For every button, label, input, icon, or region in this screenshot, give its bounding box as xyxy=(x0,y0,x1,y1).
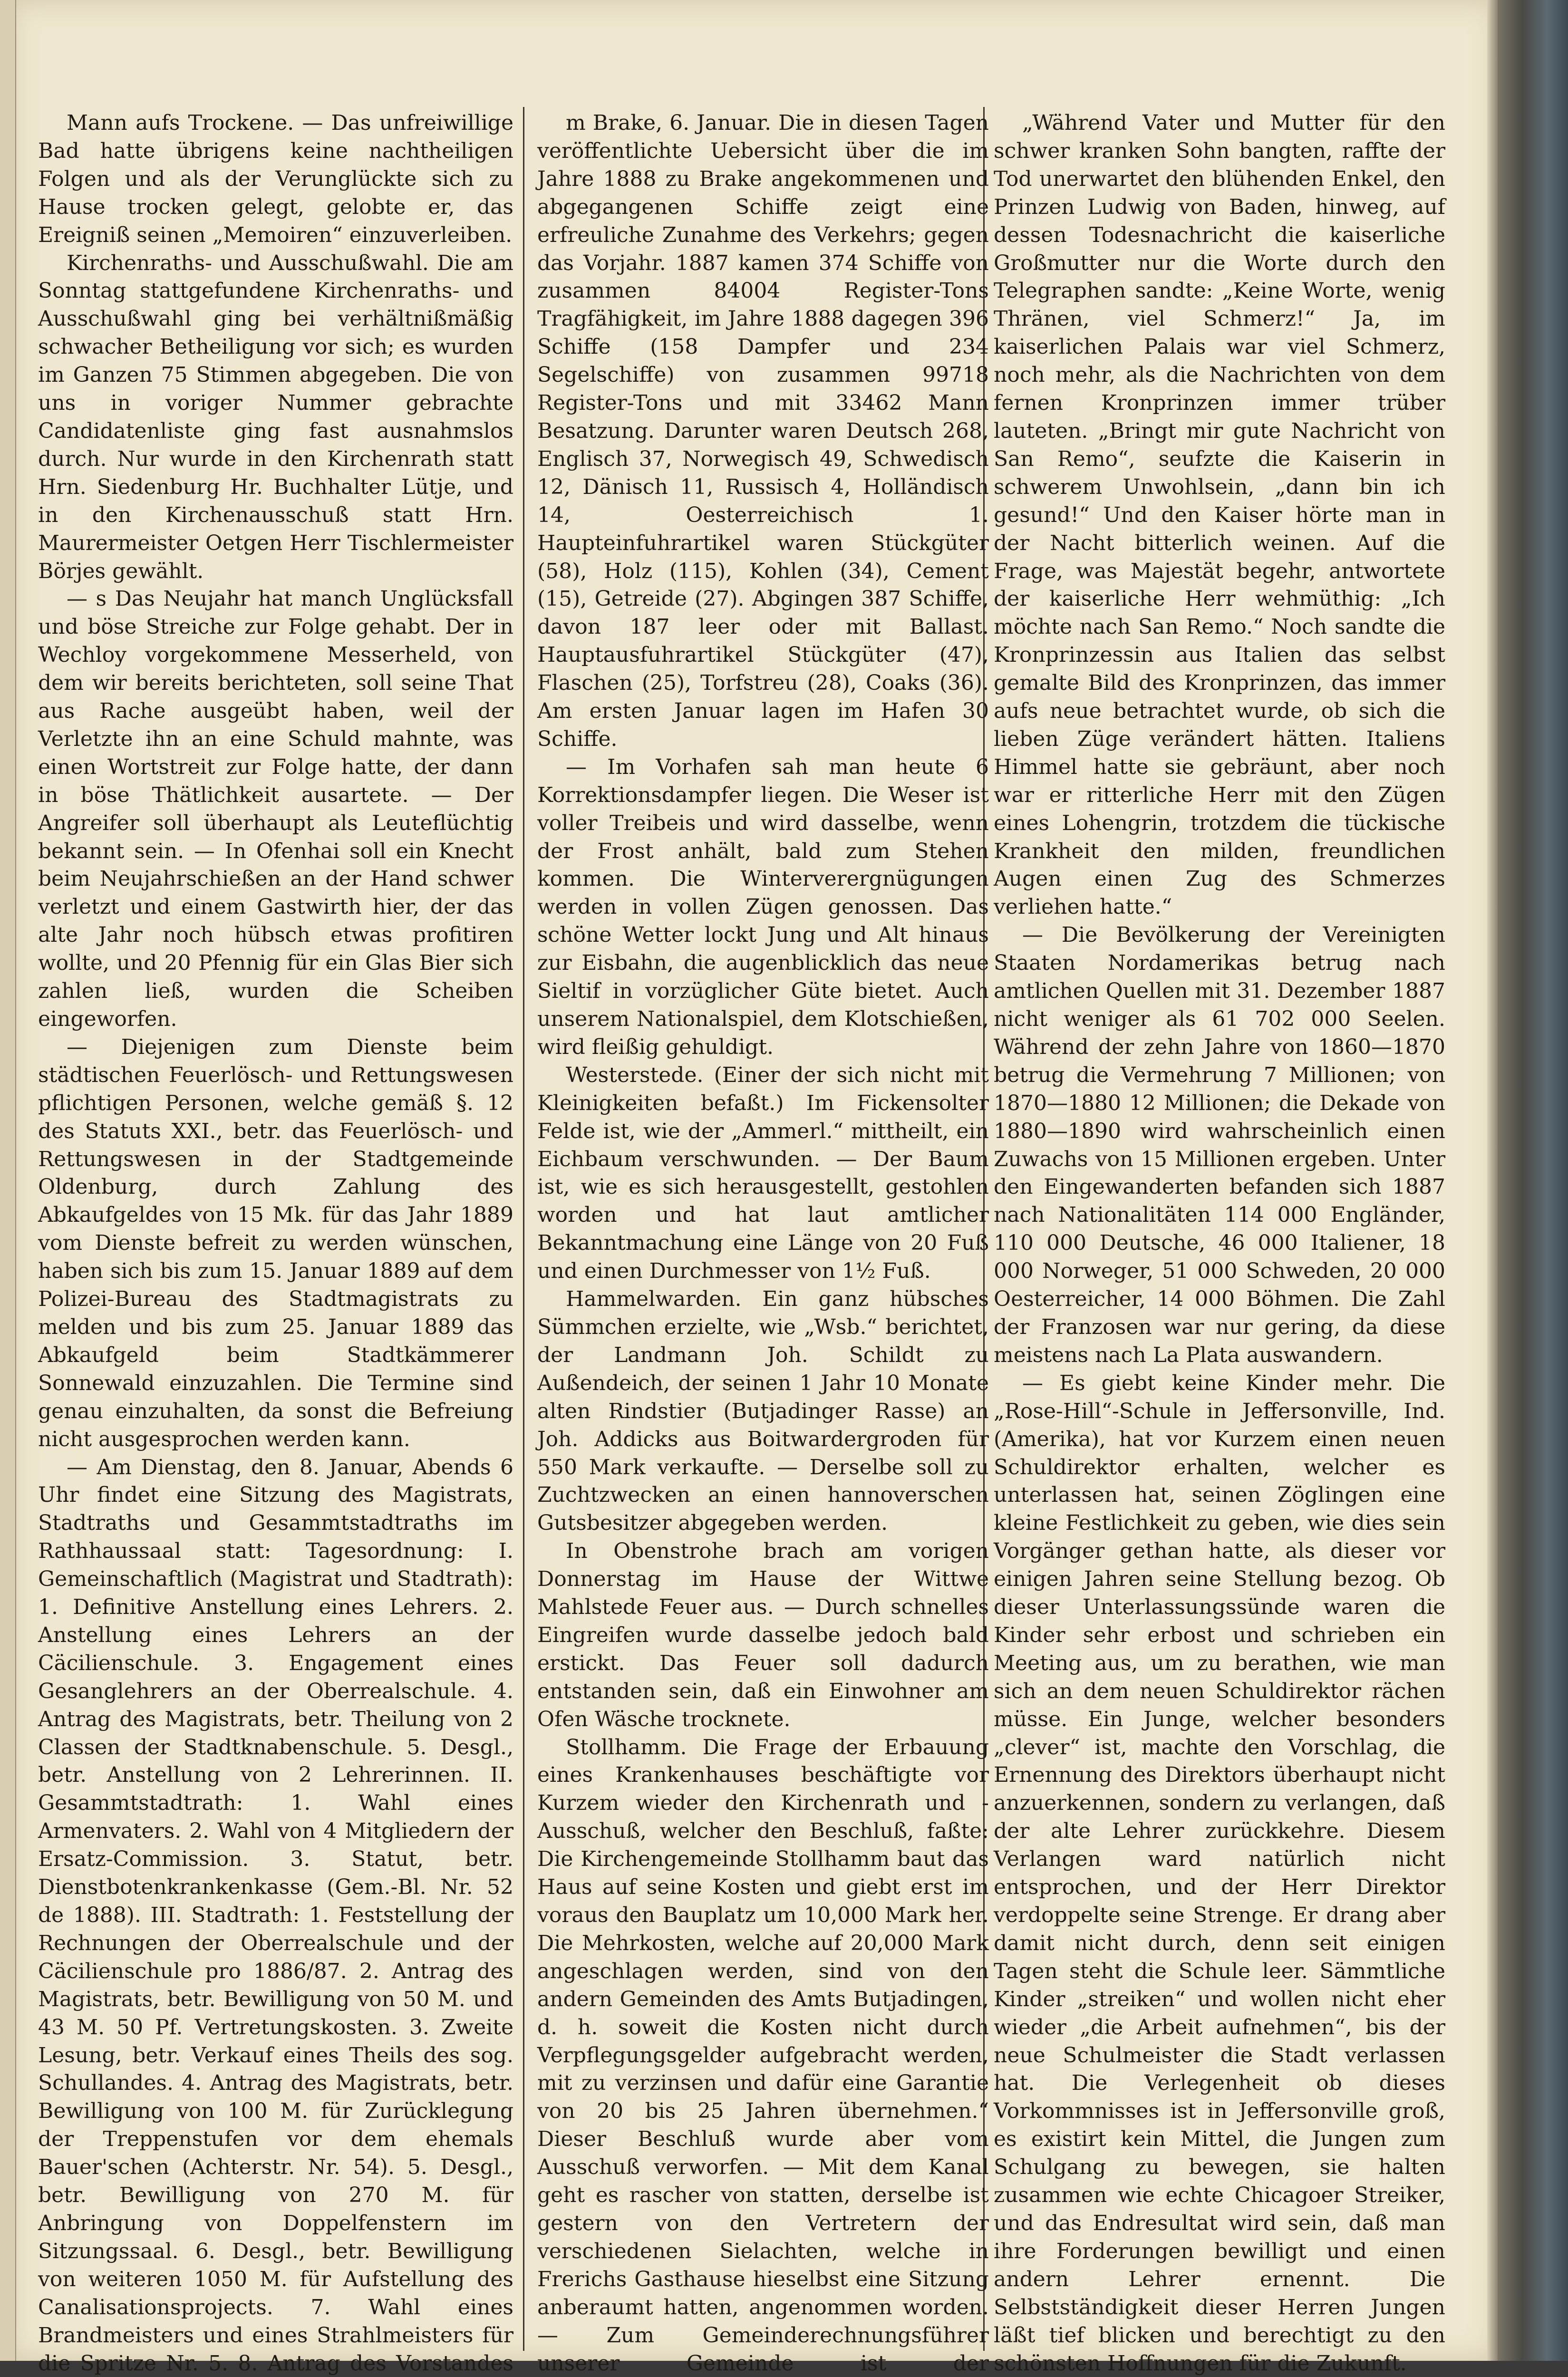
column-2-news xyxy=(537,109,989,2377)
article-paragraph: m Brake, 6. Januar. Die in diesen Tagen veröffentlichte Uebersicht über die im Jahre 1888 zu Brake angekommenen und abgegangenen Schiffe zeigt eine erfreuliche Zunahme des Verkehrs; gegen das Vorjahr. 1887 kamen 374 Schiffe von zusammen 84004 Register-Tons Tragfähigkeit, im Jahre 1888 dagegen 396 Schiffe (158 Dampfer und 234 Segelschiffe) von zusammen 99718 Register-Tons und mit 33462 Mann Besatzung. Darunter waren Deutsch 268, Englisch 37, Norwegisch 49, Schwedisch 12, Dänisch 11, Russisch 4, Holländisch 14, Oesterreichisch 1. Haupteinfuhrartikel waren Stückgüter (58), Holz (115), Kohlen (34), Cement (15), Getreide (27). Abgingen 387 Schiffe, davon 187 leer oder mit Ballast. Hauptausfuhrartikel Stückgüter (47), Flaschen (25), Torfstreu (28), Coaks (36). Am ersten Januar lagen im Hafen 30 Schiffe. xyxy=(537,109,989,754)
article-paragraph: Westerstede. (Einer der sich nicht mit Kleinigkeiten befaßt.) Im Fickensolter Felde ist, wie der „Ammerl.“ mittheilt, ein Eichbaum verschwunden. — Der Baum ist, wie es sich herausgestellt, gestohlen worden und hat laut amtlicher Bekanntmachung eine Länge von 20 Fuß und einen Durchmesser von 1½ Fuß. xyxy=(537,1062,989,1285)
column-3 xyxy=(994,109,1445,2377)
article-paragraph: — Es giebt keine Kinder mehr. Die „Rose-Hill“-Schule in Jeffersonville, Ind. (Amerika), hat vor Kurzem einen neuen Schuldirektor erhalten, welcher es unterlassen hat, seinen Zöglingen eine kleine Festlichkeit zu geben, wie dies sein Vorgänger gethan hatte, als dieser vor einigen Jahren seine Stellung bezog. Ob dieser Unterlassungssünde waren die Kinder sehr erbost und schrieben ein Meeting aus, um zu berathen, wie man sich an dem neuen Schuldirektor rächen müsse. Ein Junge, welcher besonders „clever“ ist, machte den Vorschlag, die Ernennung des Direktors überhaupt nicht anzuerkennen, sondern zu verlangen, daß der alte Lehrer zurückkehre. Diesem Verlangen ward natürlich nicht entsprochen, und der Herr Direktor verdoppelte seine Strenge. Er drang aber damit nicht durch, denn seit einigen Tagen steht die Schule leer. Sämmtliche Kinder „streiken“ und wollen nicht eher wieder „die Arbeit aufnehmen“, bis der neue Schulmeister die Stadt verlassen hat. Die Verlegenheit ob dieses Vorkommnisses ist in Jeffersonville groß, es existirt kein Mittel, die Jungen zum Schulgang zu bewegen, sie halten zusammen wie echte Chicagoer Streiker, und das Endresultat wird sein, daß man ihre Forderungen bewilligt und einen andern Lehrer ernennt. Die Selbstständigkeit dieser Herren Jungen läßt tief blicken und berechtigt zu den schönsten Hoffnungen für die Zukunft. xyxy=(994,1370,1445,2377)
article-paragraph: Kirchenraths- und Ausschußwahl. Die am Sonntag stattgefundene Kirchenraths- und Ausschußwahl ging bei verhältnißmäßig schwacher Betheiligung vor sich; es wurden im Ganzen 75 Stimmen abgegeben. Die von uns in voriger Nummer gebrachte Candidatenliste ging fast ausnahmslos durch. Nur wurde in den Kirchenrath statt Hrn. Siedenburg Hr. Buchhalter Lütje, und in den Kirchenausschuß statt Hrn. Maurermeister Oetgen Herr Tischlermeister Börjes gewählt. xyxy=(38,250,513,586)
previous-page-edge xyxy=(0,0,16,2361)
article-paragraph: Hammelwarden. Ein ganz hübsches Sümmchen erzielte, wie „Wsb.“ berichtet, der Landmann Joh. Schildt zu Außendeich, der seinen 1 Jahr 10 Monate alten Rindstier (Butjadinger Rasse) an Joh. Addicks aus Boitwardergroden für 550 Mark verkaufte. — Derselbe soll zu Zuchtzwecken an einen hannoverschen Gutsbesitzer abgegeben werden. xyxy=(537,1285,989,1537)
article-paragraph: — s Das Neujahr hat manch Unglücksfall und böse Streiche zur Folge gehabt. Der in Wechloy vorgekommene Messerheld, von dem wir bereits berichteten, soll seine That aus Rache ausgeübt haben, weil der Verletzte ihn an eine Schuld mahnte, was einen Wortstreit zur Folge hatte, der dann in böse Thätlichkeit ausartete. — Der Angreifer soll überhaupt als Leuteflüchtig bekannt sein. — In Ofenhai soll ein Knecht beim Neujahrschießen an der Hand schwer verletzt und einem Gastwirth hier, der das alte Jahr noch hübsch etwas profitiren wollte, und 20 Pfennig für ein Glas Bier sich zahlen ließ, wurden die Scheiben eingeworfen. xyxy=(38,585,513,1034)
column-rule-1 xyxy=(523,107,524,2351)
article-paragraph: Stollhamm. Die Frage der Erbauung eines Krankenhauses beschäftigte vor Kurzem wieder den Kirchenrath und -Ausschuß, welcher den Beschluß, faßte: Die Kirchengemeinde Stollhamm baut das Haus auf seine Kosten und giebt erst im voraus den Bauplatz um 10,000 Mark her. Die Mehrkosten, welche auf 20,000 Mark angeschlagen werden, sind von den andern Gemeinden des Amts Butjadingen, d. h. soweit die Kosten nicht durch Verpflegungsgelder aufgebracht werden, mit zu verzinsen und dafür eine Garantie von 20 bis 25 Jahren übernehmen.“ Dieser Beschluß wurde aber vom Ausschuß verworfen. — Mit dem Kanal geht es rascher von statten, derselbe ist gestern von den Vertretern der verschiedenen Sielachten, welche in Frerichs Gasthause hieselbst eine Sitzung anberaumt hatten, angenommen worden. — Zum Gemeinderechnungsführer unserer Gemeinde ist der xyxy=(537,1734,989,2377)
article-paragraph: In Obenstrohe brach am vorigen Donnerstag im Hause der Wittwe Mahlstede Feuer aus. — Durch schnelles Eingreifen wurde dasselbe jedoch bald erstickt. Das Feuer soll dadurch entstanden sein, daß ein Einwohner am Ofen Wäsche trocknete. xyxy=(537,1537,989,1733)
article-paragraph: — Die Bevölkerung der Vereinigten Staaten Nordamerikas betrug nach amtlichen Quellen mit 31. Dezember 1887 nicht weniger als 61 702 000 Seelen. Während der zehn Jahre von 1860—1870 betrug die Vermehrung 7 Millionen; von 1870—1880 12 Millionen; die Dekade von 1880—1890 wird wahrscheinlich einen Zuwachs von 15 Millionen ergeben. Unter den Eingewanderten befanden sich 1887 nach Nationalitäten 114 000 Engländer, 110 000 Deutsche, 46 000 Italiener, 18 000 Norweger, 51 000 Schweden, 20 000 Oesterreicher, 14 000 Böhmen. Die Zahl der Franzosen war nur gering, da diese meistens nach La Plata auswandern. xyxy=(994,921,1445,1370)
article-paragraph: Mann aufs Trockene. — Das unfreiwillige Bad hatte übrigens keine nachtheiligen Folgen und als der Verunglückte sich zu Hause trocken gelegt, gelobte er, das Ereigniß seinen „Memoiren“ einzuverleiben. xyxy=(38,109,513,250)
column-3-news xyxy=(994,109,1445,2377)
newspaper-page xyxy=(10,0,1498,2361)
article-paragraph: — Am Dienstag, den 8. Januar, Abends 6 Uhr findet eine Sitzung des Magistrats, Stadtraths und Gesammtstadtraths im Rathhaussaal statt: Tagesordnung: I. Gemeinschaftlich (Magistrat und Stadtrath): 1. Definitive Anstellung eines Lehrers. 2. Anstellung eines Lehrers an der Cäcilienschule. 3. Engagement eines Gesanglehrers an der Oberrealschule. 4. Antrag des Magistrats, betr. Theilung von 2 Classen der Stadtknabenschule. 5. Desgl., betr. Anstellung von 2 Lehrerinnen. II. Gesammtstadtrath: 1. Wahl eines Armenvaters. 2. Wahl von 4 Mitgliedern der Ersatz-Commission. 3. Statut, betr. Dienstbotenkrankenkasse (Gem.-Bl. Nr. 52 de 1888). III. Stadtrath: 1. Feststellung der Rechnungen der Oberrealschule und der Cäcilienschule pro 1886/87. 2. Antrag des Magistrats, betr. Bewilligung von 50 M. und 43 M. 50 Pf. Vertretungskosten. 3. Zweite Lesung, betr. Verkauf eines Theils des sog. Schullandes. 4. Antrag des Magistrats, betr. Bewilligung von 100 M. für Zurücklegung der Treppenstufen vor dem ehemals Bauer'schen (Achterstr. Nr. 54). 5. Desgl., betr. Bewilligung von 270 M. für Anbringung von Doppelfenstern im Sitzungssaal. 6. Desgl., betr. Bewilligung von weiteren 1050 M. für Aufstellung des Canalisationsprojects. 7. Wahl eines Brandmeisters und eines Strahlmeisters für die Spritze Nr. 5. 8. Antrag des Vorstandes xyxy=(38,1454,513,2377)
article-paragraph: „Während Vater und Mutter für den schwer kranken Sohn bangten, raffte der Tod unerwartet den blühenden Enkel, den Prinzen Ludwig von Baden, hinweg, auf dessen Todesnachricht die kaiserliche Großmutter nur die Worte durch den Telegraphen sandte: „Keine Worte, wenig Thränen, viel Schmerz!“ Ja, im kaiserlichen Palais war viel Schmerz, noch mehr, als die Nachrichten von dem fernen Kronprinzen immer trüber lauteten. „Bringt mir gute Nachricht von San Remo“, seufzte die Kaiserin in schwerem Unwohlsein, „dann bin ich gesund!“ Und den Kaiser hörte man in der Nacht bitterlich weinen. Auf die Frage, was Majestät begehr, antwortete der kaiserliche Herr wehmüthig: „Ich möchte nach San Remo.“ Noch sandte die Kronprinzessin aus Italien das selbst gemalte Bild des Kronprinzen, das immer aufs neue betrachtet wurde, ob sich die lieben Züge verändert hätten. Italiens Himmel hatte sie gebräunt, aber noch war er ritterliche Herr mit den Zügen eines Lohengrin, trotzdem die tückische Krankheit den milden, freundlichen Augen einen Zug des Schmerzes verliehen hatte.“ xyxy=(994,109,1445,921)
article-paragraph: — Diejenigen zum Dienste beim städtischen Feuerlösch- und Rettungswesen pflichtigen Personen, welche gemäß §. 12 des Statuts XXI., betr. das Feuerlösch- und Rettungswesen in der Stadtgemeinde Oldenburg, durch Zahlung des Abkaufgeldes von 15 Mk. für das Jahr 1889 vom Dienste befreit zu werden wünschen, haben sich bis zum 15. Januar 1889 auf dem Polizei-Bureau des Stadtmagistrats zu melden und bis zum 25. Januar 1889 das Abkaufgeld beim Stadtkämmerer Sonnewald einzuzahlen. Die Termine sind genau einzuhalten, da sonst die Befreiung nicht ausgesprochen werden kann. xyxy=(38,1034,513,1454)
page-edge xyxy=(1487,0,1498,2361)
book-spine xyxy=(1498,0,1568,2361)
column-2 xyxy=(537,109,989,2377)
article-paragraph: — Im Vorhafen sah man heute 6 Korrektionsdampfer liegen. Die Weser ist voller Treibeis und wird dasselbe, wenn der Frost anhält, bald zum Stehen kommen. Die Winterverergnügungen werden in vollen Zügen genossen. Das schöne Wetter lockt Jung und Alt hinaus zur Eisbahn, die augenblicklich das neue Sieltif in vorzüglicher Güte bietet. Auch unserem Nationalspiel, dem Klotschießen, wird fleißig gehuldigt. xyxy=(537,754,989,1062)
column-1 xyxy=(38,109,513,2377)
